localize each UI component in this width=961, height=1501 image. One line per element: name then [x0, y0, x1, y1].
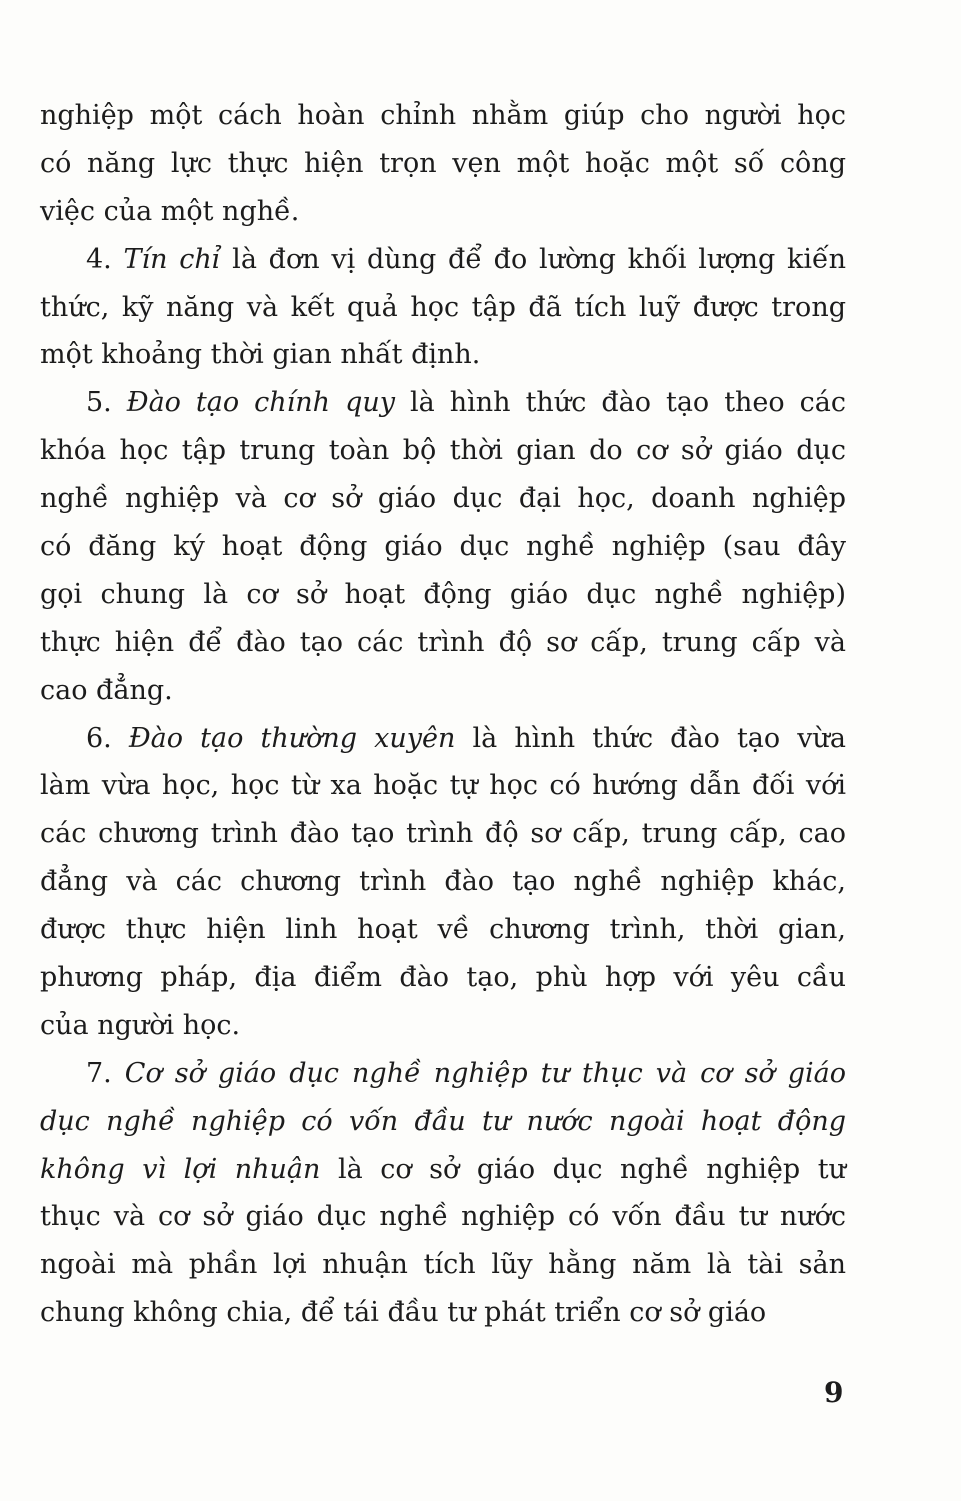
text-run: có đăng ký hoạt động giáo dục nghề nghiệp (sau đây: [40, 531, 846, 563]
text-line: [40, 715, 846, 763]
text-line: [40, 810, 846, 858]
text-line: [40, 954, 846, 1002]
text-line: [40, 1289, 846, 1337]
text-line: [40, 379, 846, 427]
text-run: khóa học tập trung toàn bộ thời gian do cơ sở giáo dục: [40, 435, 846, 467]
italic-term: Đào tạo thường xuyên: [128, 722, 456, 754]
text-line: [40, 475, 846, 523]
italic-term: không vì lợi nhuận: [40, 1153, 321, 1185]
text-run: chung không chia, để tái đầu tư phát triển cơ sở giáo: [40, 1297, 767, 1329]
text-run: là cơ sở giáo dục nghề nghiệp tư: [320, 1153, 846, 1185]
text-run: 5.: [86, 387, 127, 419]
text-line: [40, 140, 846, 188]
text-line: [40, 236, 846, 284]
text-line: [40, 762, 846, 810]
text-line: [40, 331, 846, 379]
text-line: [40, 1050, 846, 1098]
text-run: của người học.: [40, 1009, 241, 1041]
italic-term: Đào tạo chính quy: [126, 387, 396, 419]
italic-term: Tín chỉ: [123, 243, 221, 275]
text-line: [40, 92, 846, 140]
text-run: việc của một nghề.: [40, 195, 300, 227]
text-run: có năng lực thực hiện trọn vẹn một hoặc một số công: [40, 147, 846, 179]
italic-term: Cơ sở giáo dục nghề nghiệp tư thục và cơ sở giáo: [124, 1057, 846, 1089]
text-line: [40, 667, 846, 715]
text-line: [40, 858, 846, 906]
paragraph-p-intro: [40, 92, 846, 236]
text-run: là hình thức đào tạo theo các: [395, 387, 847, 419]
paragraph-p-5: [40, 379, 846, 714]
text-run: gọi chung là cơ sở hoạt động giáo dục nghề nghiệp): [40, 578, 846, 610]
document-body: [40, 92, 846, 1337]
text-run: thức, kỹ năng và kết quả học tập đã tích luỹ được trong: [40, 291, 846, 323]
text-line: [40, 523, 846, 571]
paragraph-p-4: [40, 236, 846, 380]
text-run: 7.: [86, 1057, 125, 1089]
text-run: nghiệp một cách hoàn chỉnh nhằm giúp cho người học: [40, 100, 846, 131]
text-run: nghề nghiệp và cơ sở giáo dục đại học, doanh nghiệp: [40, 483, 846, 515]
text-line: [40, 1241, 846, 1289]
text-line: [40, 1098, 846, 1146]
text-run: thục và cơ sở giáo dục nghề nghiệp có vốn đầu tư nước: [40, 1201, 846, 1233]
text-run: là đơn vị dùng để đo lường khối lượng kiến: [220, 243, 846, 275]
text-run: một khoảng thời gian nhất định.: [40, 339, 481, 371]
text-run: đẳng và các chương trình đào tạo nghề nghiệp khác,: [40, 866, 846, 898]
text-run: phương pháp, địa điểm đào tạo, phù hợp với yêu cầu: [40, 962, 846, 994]
text-run: các chương trình đào tạo trình độ sơ cấp, trung cấp, cao: [40, 818, 846, 850]
text-line: [40, 1146, 846, 1194]
text-run: là hình thức đào tạo vừa: [455, 722, 847, 754]
text-run: làm vừa học, học từ xa hoặc tự học có hướng dẫn đối với: [40, 770, 846, 802]
text-line: [40, 1193, 846, 1241]
text-run: 4.: [86, 243, 124, 275]
text-run: được thực hiện linh hoạt về chương trình, thời gian,: [40, 914, 846, 946]
page-number: 9: [824, 1376, 844, 1409]
text-run: cao đẳng.: [40, 674, 173, 706]
text-line: [40, 906, 846, 954]
text-line: [40, 188, 846, 236]
text-run: 6.: [86, 722, 129, 754]
text-line: [40, 427, 846, 475]
text-line: [40, 619, 846, 667]
text-run: ngoài mà phần lợi nhuận tích lũy hằng năm là tài sản: [40, 1249, 846, 1281]
text-run: thực hiện để đào tạo các trình độ sơ cấp, trung cấp và: [40, 626, 846, 658]
text-line: [40, 284, 846, 332]
paragraph-p-7: [40, 1050, 846, 1337]
text-line: [40, 1002, 846, 1050]
paragraph-p-6: [40, 715, 846, 1050]
italic-term: dục nghề nghiệp có vốn đầu tư nước ngoài hoạt động: [40, 1105, 846, 1137]
text-line: [40, 571, 846, 619]
